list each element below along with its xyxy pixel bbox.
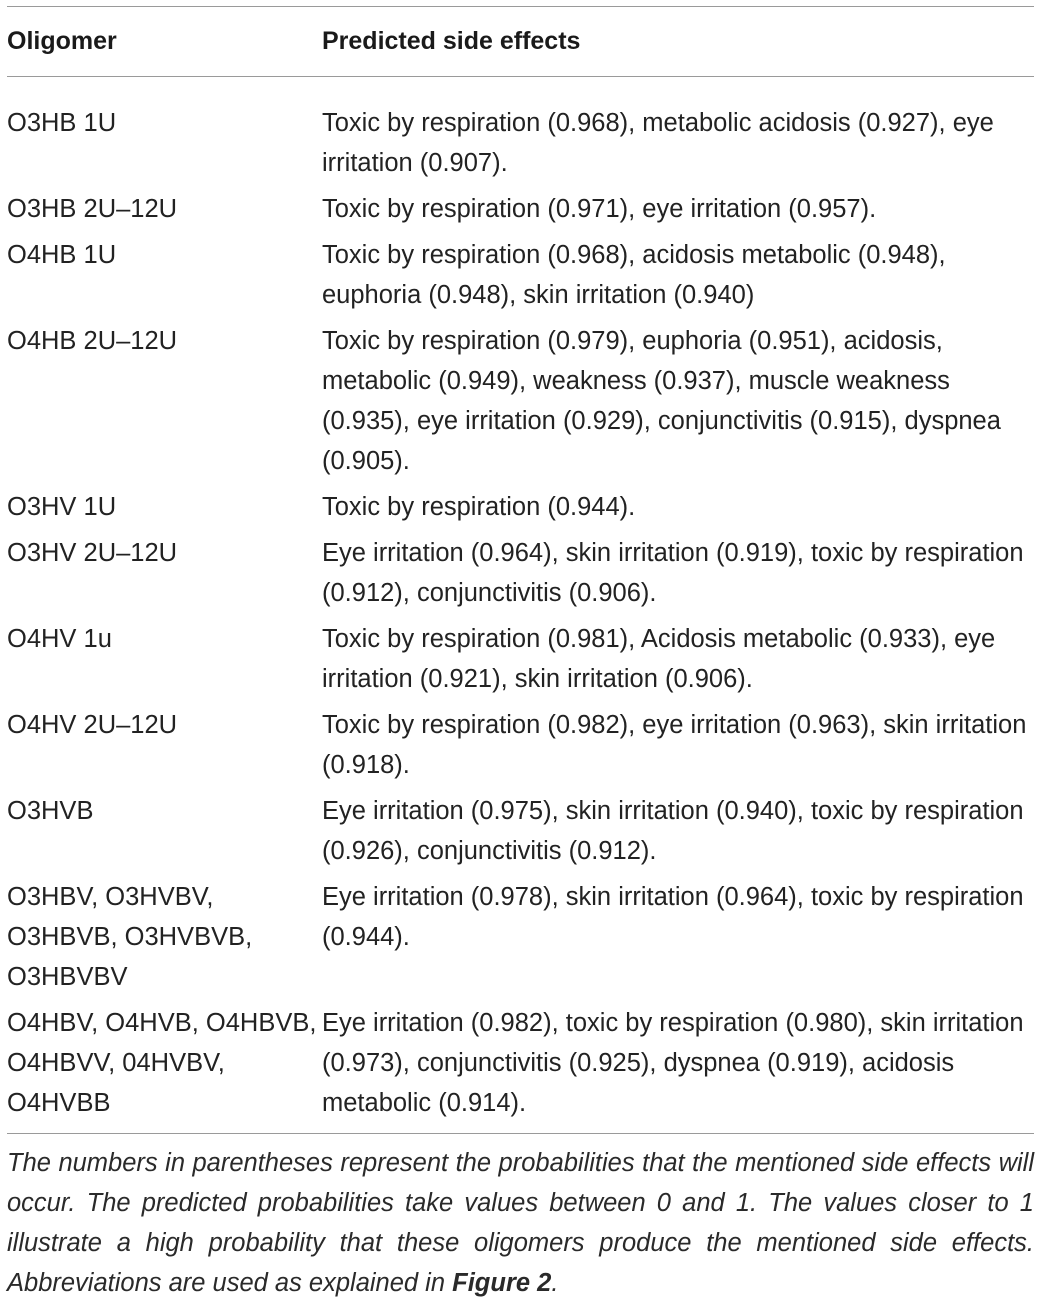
side-effects-cell: Toxic by respiration (0.968), metabolic acidosis (0.927), eye irritation (0.907). xyxy=(322,109,994,177)
table-row xyxy=(7,189,1034,235)
footnote-text: The numbers in parentheses represent the probabilities that the mentioned side effects will occur. The predicted probabilities take values between 0 and 1. The values closer to 1 illustrate a high probability that these oligomers produce the mentioned side effects. Abbreviations are used as explained in xyxy=(7,1149,1034,1297)
table-row xyxy=(7,1003,1034,1129)
oligomer-cell: O4HB 1U xyxy=(7,241,117,269)
oligomer-cell: O3HB 1U xyxy=(7,109,117,137)
table-footnote xyxy=(7,1143,1034,1303)
table-row xyxy=(7,76,1034,189)
oligomer-cell: O3HBV, O3HVBV, O3HBVB, O3HVBVB, O3HBVBV xyxy=(7,883,253,991)
header-oligomer: Oligomer xyxy=(7,27,117,55)
table-bottom-rule xyxy=(7,1133,1034,1134)
table-row xyxy=(7,487,1034,533)
side-effects-cell: Toxic by respiration (0.979), euphoria (0.951), acidosis, metabolic (0.949), weakness (0.937), muscle weakness (0.935), eye irritation (0.929), conjunctivitis (0.915), dyspnea (0.905). xyxy=(322,327,1001,475)
oligomer-cell: O4HB 2U–12U xyxy=(7,327,178,355)
side-effects-cell: Toxic by respiration (0.944). xyxy=(322,493,636,521)
footnote-end: . xyxy=(551,1269,559,1297)
oligomer-cell: O4HBV, O4HVB, O4HBVB, O4HBVV, 04HVBV, O4HVBB xyxy=(7,1009,317,1117)
side-effects-cell: Eye irritation (0.982), toxic by respiration (0.980), skin irritation (0.973), conjunctivitis (0.925), dyspnea (0.919), acidosis metabolic (0.914). xyxy=(322,1009,1024,1117)
table-row xyxy=(7,791,1034,877)
oligomer-cell: O3HVB xyxy=(7,797,94,825)
side-effects-cell: Toxic by respiration (0.971), eye irritation (0.957). xyxy=(322,195,877,223)
side-effects-cell: Eye irritation (0.975), skin irritation (0.940), toxic by respiration (0.926), conjunctivitis (0.912). xyxy=(322,797,1024,865)
table-top-rule xyxy=(7,6,1034,7)
table-row xyxy=(7,705,1034,791)
oligomer-cell: O4HV 2U–12U xyxy=(7,711,178,739)
side-effects-cell: Eye irritation (0.964), skin irritation (0.919), toxic by respiration (0.912), conjunctivitis (0.906). xyxy=(322,539,1024,607)
table-row xyxy=(7,235,1034,321)
header-side-effects: Predicted side effects xyxy=(322,27,581,55)
side-effects-cell: Toxic by respiration (0.982), eye irritation (0.963), skin irritation (0.918). xyxy=(322,711,1027,779)
table-header-row xyxy=(7,24,1034,76)
figure-reference[interactable]: Figure 2 xyxy=(452,1269,552,1297)
table-row xyxy=(7,533,1034,619)
oligomer-cell: O4HV 1u xyxy=(7,625,112,653)
oligomer-cell: O3HB 2U–12U xyxy=(7,195,178,223)
side-effects-cell: Eye irritation (0.978), skin irritation (0.964), toxic by respiration (0.944). xyxy=(322,883,1024,951)
oligomer-cell: O3HV 1U xyxy=(7,493,117,521)
side-effects-cell: Toxic by respiration (0.981), Acidosis metabolic (0.933), eye irritation (0.921), skin irritation (0.906). xyxy=(322,625,996,693)
side-effects-cell: Toxic by respiration (0.968), acidosis metabolic (0.948), euphoria (0.948), skin irritation (0.940) xyxy=(322,241,946,309)
side-effects-table xyxy=(7,24,1034,1129)
oligomer-cell: O3HV 2U–12U xyxy=(7,539,178,567)
table-row xyxy=(7,321,1034,487)
table-row xyxy=(7,877,1034,1003)
table-row xyxy=(7,619,1034,705)
